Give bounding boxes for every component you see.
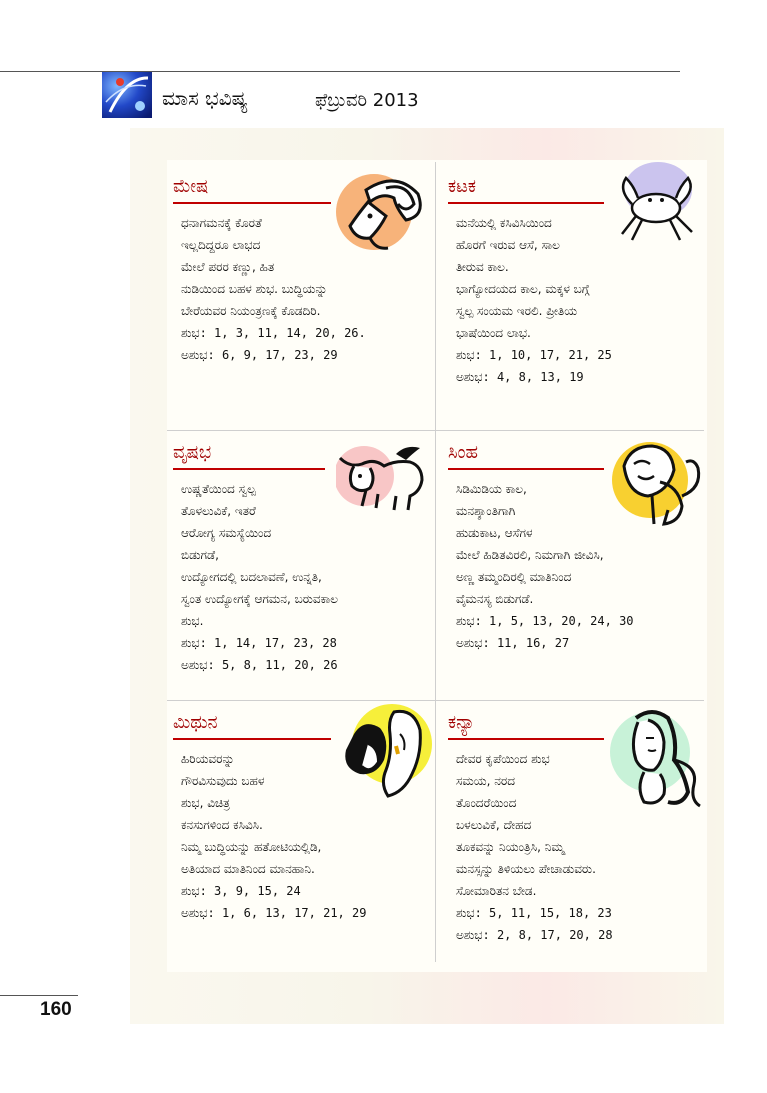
unlucky-dates: ಅಶುಭ: 4, 8, 13, 19 — [456, 370, 584, 384]
lucky-dates: ಶುಭ: 3, 9, 15, 24 — [181, 884, 301, 898]
sign-title: ಮಿಥುನ — [173, 712, 218, 733]
text-line: ಸಿಡಿಮಿಡಿಯ ಕಾಲ, — [456, 482, 527, 496]
sign-text — [456, 478, 634, 654]
text-line: ಮನೆಯಲ್ಲಿ ಕಸಿವಿಸಿಯಿಂದ — [456, 216, 552, 230]
text-line: ಗೌರವಿಸುವುದು ಬಹಳ — [181, 774, 265, 788]
text-line: ಸಮಯ, ನರದ — [456, 774, 516, 788]
text-line: ಸ್ವಂತ ಉದ್ಯೋಗಕ್ಕೆ ಆಗಮನ, ಬರುವಕಾಲ — [181, 592, 338, 606]
text-line: ಮೇಲೆ ಹಿಡಿತವಿರಲಿ, ನಿಮಗಾಗಿ ಜೀವಿಸಿ, — [456, 548, 604, 562]
unlucky-dates: ಅಶುಭ: 5, 8, 11, 20, 26 — [181, 658, 338, 672]
text-line: ಬಳಲುವಿಕೆ, ದೇಹದ — [456, 818, 532, 832]
text-line: ತೊಳಲುವಿಕೆ, ಇತರೆ — [181, 504, 256, 518]
bull-icon — [336, 440, 428, 516]
sign-title: ಸಿಂಹ — [448, 442, 479, 463]
text-line: ಆರೋಗ್ಯ ಸಮಸ್ಯೆಯಿಂದ — [181, 526, 272, 540]
sign-title: ವೃಷಭ — [173, 442, 212, 463]
twins-icon — [334, 704, 434, 804]
footer-rule — [0, 995, 78, 996]
text-line: ಬೇರೆಯವರ ನಿಯಂತ್ರಣಕ್ಕೆ ಕೊಡದಿರಿ. — [181, 304, 321, 318]
title-underline — [448, 202, 604, 204]
text-line: ಭಾಷೆಯಿಂದ ಲಾಭ. — [456, 326, 531, 340]
text-line: ತೂಕವನ್ನು ನಿಯಂತ್ರಿಸಿ, ನಿಮ್ಮ — [456, 840, 565, 854]
row-divider — [167, 700, 704, 701]
row-divider — [167, 430, 704, 431]
sign-title: ಕನ್ಯಾ — [448, 712, 475, 733]
sign-title: ಮೇಷ — [173, 176, 209, 197]
crab-icon — [612, 160, 707, 254]
title-underline — [173, 202, 331, 204]
text-line: ದೇವರ ಕೃಪೆಯಿಂದ ಶುಭ — [456, 752, 550, 766]
text-line: ಅತಿಯಾದ ಮಾತಿನಿಂದ ಮಾನಹಾನಿ. — [181, 862, 315, 876]
lucky-dates: ಶುಭ: 1, 14, 17, 23, 28 — [181, 636, 337, 650]
text-line: ಶುಭ. — [181, 614, 204, 628]
title-underline — [448, 468, 604, 470]
lucky-dates: ಶುಭ: 1, 3, 11, 14, 20, 26. — [181, 326, 366, 340]
text-line: ನಿಮ್ಮ ಬುದ್ಧಿಯನ್ನು ಹತೋಟಿಯಲ್ಲಿಡಿ, — [181, 840, 322, 854]
sign-text — [456, 748, 613, 946]
text-line: ತೀರುವ ಕಾಲ. — [456, 260, 509, 274]
ram-icon — [336, 168, 426, 262]
unlucky-dates: ಅಶುಭ: 6, 9, 17, 23, 29 — [181, 348, 338, 362]
text-line: ಉದ್ಯೋಗದಲ್ಲಿ ಬದಲಾವಣೆ, ಉನ್ನತಿ, — [181, 570, 322, 584]
text-line: ಭಾಗ್ಯೋದಯದ ಕಾಲ, ಮಕ್ಕಳ ಬಗ್ಗೆ — [456, 282, 590, 296]
sign-text — [456, 212, 612, 388]
lion-icon — [608, 436, 708, 535]
text-line: ಸೋಮಾರಿತನ ಬೇಡ. — [456, 884, 537, 898]
title-underline — [173, 738, 331, 740]
page-number: 160 — [40, 999, 72, 1020]
title-underline — [173, 468, 325, 470]
unlucky-dates: ಅಶುಭ: 1, 6, 13, 17, 21, 29 — [181, 906, 367, 920]
text-line: ಮನಸ್ಸನ್ನು ತಿಳಿಯಲು ಪೇಚಾಡುವರು. — [456, 862, 596, 876]
text-line: ಮೇಲೆ ಪರರ ಕಣ್ಣು, ಹಿತ — [181, 260, 275, 274]
page-title: ಮಾಸ ಭವಿಷ್ಯ — [162, 86, 248, 110]
text-line: ಕನಸುಗಳಿಂದ ಕಸಿವಿಸಿ. — [181, 818, 263, 832]
zodiac-logo-icon — [102, 72, 152, 118]
text-line: ಸ್ವಲ್ಪ ಸಂಯಮ ಇರಲಿ. ಪ್ರೀತಿಯ — [456, 304, 578, 318]
text-line: ಶುಭ, ವಿಚಿತ್ರ — [181, 796, 230, 810]
sign-title: ಕಟಕ — [448, 176, 476, 197]
text-line: ತೊಂದರೆಯಿಂದ — [456, 796, 517, 810]
sign-text — [181, 478, 338, 676]
text-line: ನುಡಿಯಿಂದ ಬಹಳ ಶುಭ. ಬುದ್ಧಿಯನ್ನು — [181, 282, 328, 296]
text-line: ಹಿರಿಯವರನ್ನು — [181, 752, 235, 766]
text-line: ಮನಶ್ಶಾಂತಿಗಾಗಿ — [456, 504, 516, 518]
title-underline — [448, 738, 604, 740]
text-line: ಉಷ್ಣತೆಯಿಂದ ಸ್ವಲ್ಪ — [181, 482, 256, 496]
text-line: ಹೊರಗೆ ಇರುವ ಆಸೆ, ಸಾಲ — [456, 238, 560, 252]
text-line: ಬಿಡುಗಡೆ, — [181, 548, 219, 562]
text-line: ಹುಡುಕಾಟ, ಆಸೆಗಳ — [456, 526, 533, 540]
lucky-dates: ಶುಭ: 5, 11, 15, 18, 23 — [456, 906, 612, 920]
unlucky-dates: ಅಶುಭ: 2, 8, 17, 20, 28 — [456, 928, 613, 942]
lucky-dates: ಶುಭ: 1, 5, 13, 20, 24, 30 — [456, 614, 634, 628]
text-line: ಇಲ್ಲದಿದ್ದರೂ ಲಾಭದ — [181, 238, 261, 252]
unlucky-dates: ಅಶುಭ: 11, 16, 27 — [456, 636, 570, 650]
text-line: ಅಣ್ಣ ತಮ್ಮಂದಿರಲ್ಲಿ ಮಾತಿನಿಂದ — [456, 570, 572, 584]
lucky-dates: ಶುಭ: 1, 10, 17, 21, 25 — [456, 348, 612, 362]
issue-date: ಫೆಬ್ರುವರಿ 2013 — [315, 90, 419, 111]
text-line: ವೈಮನಸ್ಯ ಬಿಡುಗಡೆ. — [456, 592, 534, 606]
text-line: ಧನಾಗಮನಕ್ಕೆ ಕೊರತೆ — [181, 216, 262, 230]
column-divider — [435, 162, 436, 962]
maiden-icon — [608, 702, 708, 814]
